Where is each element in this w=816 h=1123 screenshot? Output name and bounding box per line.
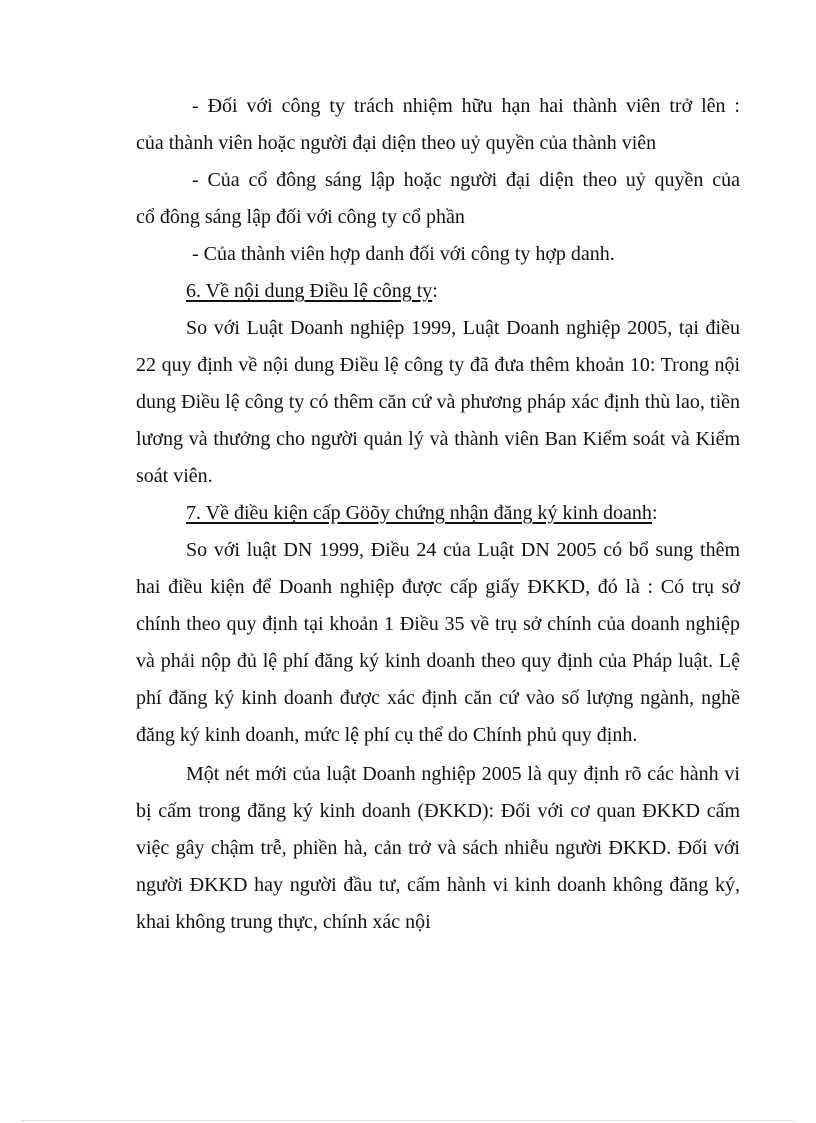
paragraph-llc-line1: - Đối với công ty trách nhiệm hữu hạn hai thành viên trở lên : <box>192 95 740 117</box>
paragraph-shareholder-line1: - Của cổ đông sáng lập hoặc người đại diện theo uỷ quyền của <box>192 169 740 191</box>
section-heading-6-colon: : <box>432 280 438 302</box>
section-heading-6 <box>136 273 740 310</box>
paragraph-prohibited-acts: Một nét mới của luật Doanh nghiệp 2005 là quy định rõ các hành vi bị cấm trong đăng ký kinh doanh (ĐKKD): Đối với cơ quan ĐKKD cấm việc gây chậm trễ, phiền hà, cản trở và sách nhiễu người ĐKKD. Đối với người ĐKKD hay người đầu tư, cấm hành vi kinh doanh không đăng ký, khai không trung thực, chính xác nội <box>136 763 740 933</box>
paragraph-registration-conditions: So với luật DN 1999, Điều 24 của Luật DN 2005 có bổ sung thêm hai điều kiện để Doanh nghiệp được cấp giấy ĐKKD, đó là : Có trụ sở chính theo quy định tại khoản 1 Điều 35 về trụ sở chính của doanh nghiệp và phải nộp đủ lệ phí đăng ký kinh doanh theo quy định của Pháp luật. Lệ phí đăng ký kinh doanh được xác định căn cứ vào số lượng ngành, nghề đăng ký kinh doanh, mức lệ phí cụ thể do Chính phủ quy định. <box>136 539 740 746</box>
paragraph-llc-line2: của thành viên hoặc người đại diện theo uỷ quyền của thành viên <box>136 132 657 154</box>
section-heading-7 <box>136 495 740 532</box>
paragraph-shareholder-line2: cổ đông sáng lập đối với công ty cổ phần <box>136 206 465 228</box>
section-heading-7-colon: : <box>651 502 658 524</box>
section-heading-6-title: 6. Về nội dung Điều lệ công ty <box>186 280 433 302</box>
paragraph-partnership: - Của thành viên hợp danh đối với công ty hợp danh. <box>192 243 615 265</box>
page-bottom-divider <box>22 1120 794 1121</box>
document-body <box>136 88 740 941</box>
section-heading-7-title: 7. Về điều kiện cấp Göõy chứng nhận đăng ký kinh doanh <box>186 502 652 524</box>
paragraph-charter-content: So với Luật Doanh nghiệp 1999, Luật Doanh nghiệp 2005, tại điều 22 quy định về nội dung Điều lệ công ty đã đưa thêm khoản 10: Trong nội dung Điều lệ công ty có thêm căn cứ và phương pháp xác định thù lao, tiền lương và thưởng cho người quản lý và thành viên Ban Kiểm soát và Kiểm soát viên. <box>136 317 740 487</box>
